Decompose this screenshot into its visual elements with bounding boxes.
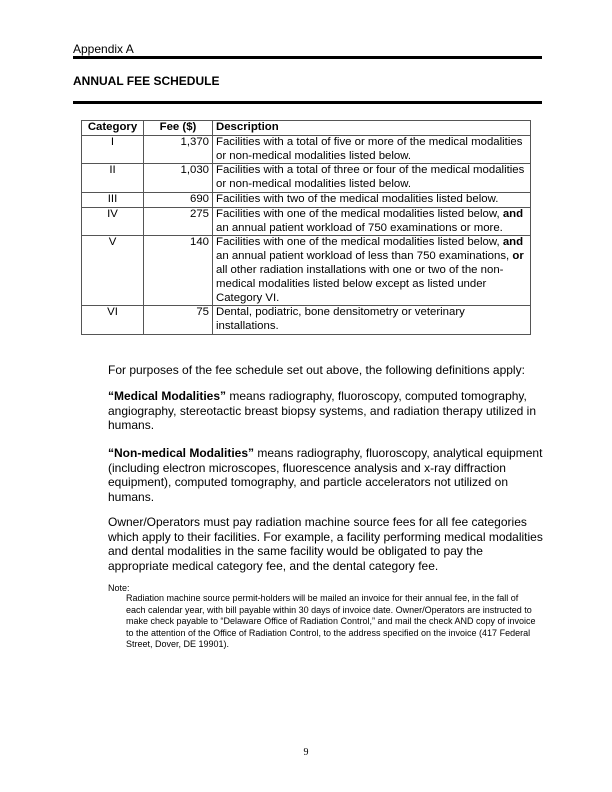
description-emphasis: or xyxy=(512,250,524,263)
header-rule xyxy=(73,56,542,59)
nonmedical-modalities-definition xyxy=(108,446,543,504)
category-cell: VI xyxy=(82,306,144,335)
description-cell: Facilities with a total of five or more of the medical modalities or non-medical modalities listed below. xyxy=(213,135,531,164)
description-cell: Dental, podiatric, bone densitometry or veterinary installations. xyxy=(213,306,531,335)
note-label: Note: xyxy=(108,583,130,593)
fee-cell: 690 xyxy=(144,192,213,207)
column-header-fee: Fee ($) xyxy=(144,121,213,136)
description-emphasis: and xyxy=(502,207,524,220)
table-header-row xyxy=(82,121,531,136)
description-cell xyxy=(213,236,531,306)
description-cell: Facilities with two of the medical modalities listed below. xyxy=(213,192,531,207)
fee-cell: 140 xyxy=(144,236,213,306)
table-row xyxy=(82,306,531,335)
description-text: Facilities with one of the medical modalities listed below, xyxy=(216,207,503,220)
column-header-category: Category xyxy=(82,121,144,136)
category-cell: V xyxy=(82,236,144,306)
category-cell: I xyxy=(82,135,144,164)
column-header-description: Description xyxy=(213,121,531,136)
medical-modalities-text: means radiography, fluoroscopy, computed tomography, angiography, stereotactic breast biopsy systems, and radiation therapy utilized in humans. xyxy=(108,389,537,433)
page-number: 9 xyxy=(303,747,309,758)
description-text: an annual patient workload of less than 750 examinations, xyxy=(216,250,513,263)
fee-cell: 75 xyxy=(144,306,213,335)
description-cell: Facilities with a total of three or four of the medical modalities or non-medical modalities listed below. xyxy=(213,164,531,193)
table-row xyxy=(82,164,531,193)
note-text: Radiation machine source permit-holders will be mailed an invoice for their annual fee, in the fall of each calendar year, with bill payable within 30 days of invoice date. Owner/Operators are instructed to make check payable to “Delaware Office of Radiation Control,” and mail the check AND copy of invoice to the attention of the Office of Radiation Control, to the address specified on the invoice (417 Federal Street, Dover, DE 19901). xyxy=(126,593,536,649)
description-text: an annual patient workload of 750 examinations or more. xyxy=(216,221,503,234)
description-emphasis: and xyxy=(502,236,524,249)
table-row xyxy=(82,236,531,306)
table-row xyxy=(82,207,531,236)
appendix-label: Appendix A xyxy=(73,42,134,56)
description-text: all other radiation installations with one or two of the non-medical modalities listed below except as listed under Category VI. xyxy=(216,263,504,304)
category-cell: II xyxy=(82,164,144,193)
description-cell xyxy=(213,207,531,236)
category-cell: III xyxy=(82,192,144,207)
fee-table xyxy=(81,120,531,335)
fee-cell: 1,370 xyxy=(144,135,213,164)
category-cell: IV xyxy=(82,207,144,236)
fee-cell: 1,030 xyxy=(144,164,213,193)
definitions-intro: For purposes of the fee schedule set out above, the following definitions apply: xyxy=(108,363,525,377)
medical-modalities-term: “Medical Modalities” xyxy=(108,389,227,403)
medical-modalities-definition xyxy=(108,389,543,433)
owner-operators-paragraph: Owner/Operators must pay radiation machine source fees for all fee categories which apply to their facilities. For example, a facility performing medical modalities and dental modalities in the same facility would be obligated to pay the appropriate medical category fee, and the dental category fee. xyxy=(108,515,543,573)
fee-cell: 275 xyxy=(144,207,213,236)
nonmedical-modalities-text: means radiography, fluoroscopy, analytical equipment (including electron microscopes, fluorescence analysis and x-ray diffraction equipment), computed tomography, and particle accelerators not utilized on humans. xyxy=(108,446,543,504)
table-row xyxy=(82,192,531,207)
nonmedical-modalities-term: “Non-medical Modalities” xyxy=(108,446,255,460)
description-text: Facilities with one of the medical modalities listed below, xyxy=(216,236,503,249)
title-rule xyxy=(73,101,542,104)
table-row xyxy=(82,135,531,164)
page-title: ANNUAL FEE SCHEDULE xyxy=(73,74,220,88)
